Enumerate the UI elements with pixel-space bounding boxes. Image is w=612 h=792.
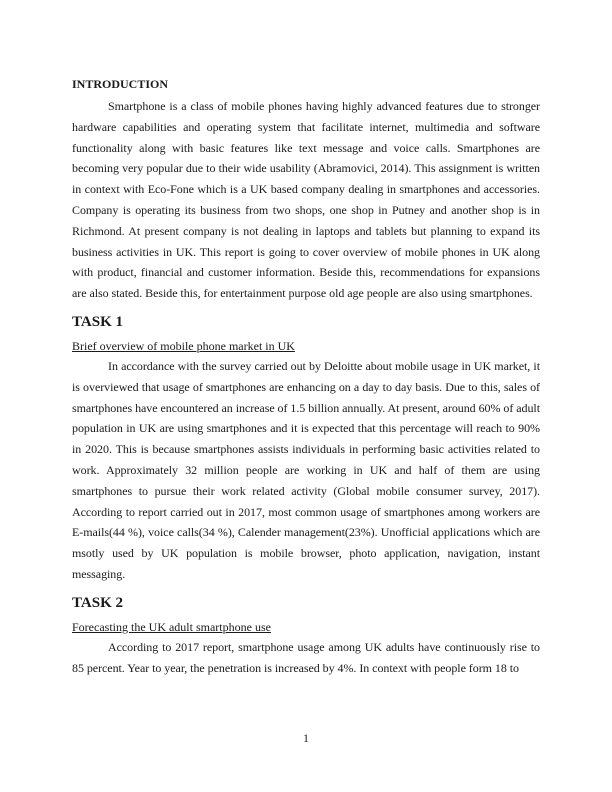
task1-subheading: Brief overview of mobile phone market in UK: [72, 338, 295, 353]
task2-paragraph: According to 2017 report, smartphone usage among UK adults have continuously rise to 85 percent. Year to year, the penetration is increased by 4%. In context with people form 18 to: [72, 639, 540, 675]
task2-heading: TASK 2: [72, 594, 123, 611]
task1-heading: TASK 1: [72, 313, 123, 330]
page-number: 1: [303, 731, 309, 745]
document-page: [72, 76, 540, 682]
task2-subheading: Forecasting the UK adult smartphone use: [72, 619, 271, 634]
task1-paragraph: In accordance with the survey carried out by Deloitte about mobile usage in UK market, it is overviewed that usage of smartphones are enhancing on a day to day basis. Due to this, sales of smartphones have encountered an increase of 1.5 billion annually. At present, around 60% of adult population in UK are using smartphones and it is expected that this percentage will reach to 90% in 2020. This is because smartphones assists individuals in performing basic activities related to work. Approximately 32 million people are working in UK and half of them are using smartphones to pursue their work related activity (Global mobile consumer survey, 2017). According to report carried out in 2017, most common usage of smartphones among workers are E-mails(44 %), voice calls(34 %), Calender management(23%). Unofficial applications which are msotly used by UK population is mobile browser, photo application, navigation, instant messaging.: [72, 358, 540, 581]
introduction-paragraph: Smartphone is a class of mobile phones having highly advanced features due to stronger hardware capabilities and operating system that facilitate internet, multimedia and software functionality along with basic features like text message and voice calls. Smartphones are becoming very popular due to their wide usability (Abramovici, 2014). This assignment is written in context with Eco-Fone which is a UK based company dealing in smartphones and accessories. Company is operating its business from two shops, one shop in Putney and another shop is in Richmond. At present company is not dealing in laptops and tablets but planning to expand its business activities in UK. This report is going to cover overview of mobile phones in UK along with product, financial and customer information. Beside this, recommendations for expansions are also stated. Beside this, for entertainment purpose old age people are also using smartphones.: [72, 99, 540, 301]
introduction-heading: INTRODUCTION: [72, 77, 169, 91]
